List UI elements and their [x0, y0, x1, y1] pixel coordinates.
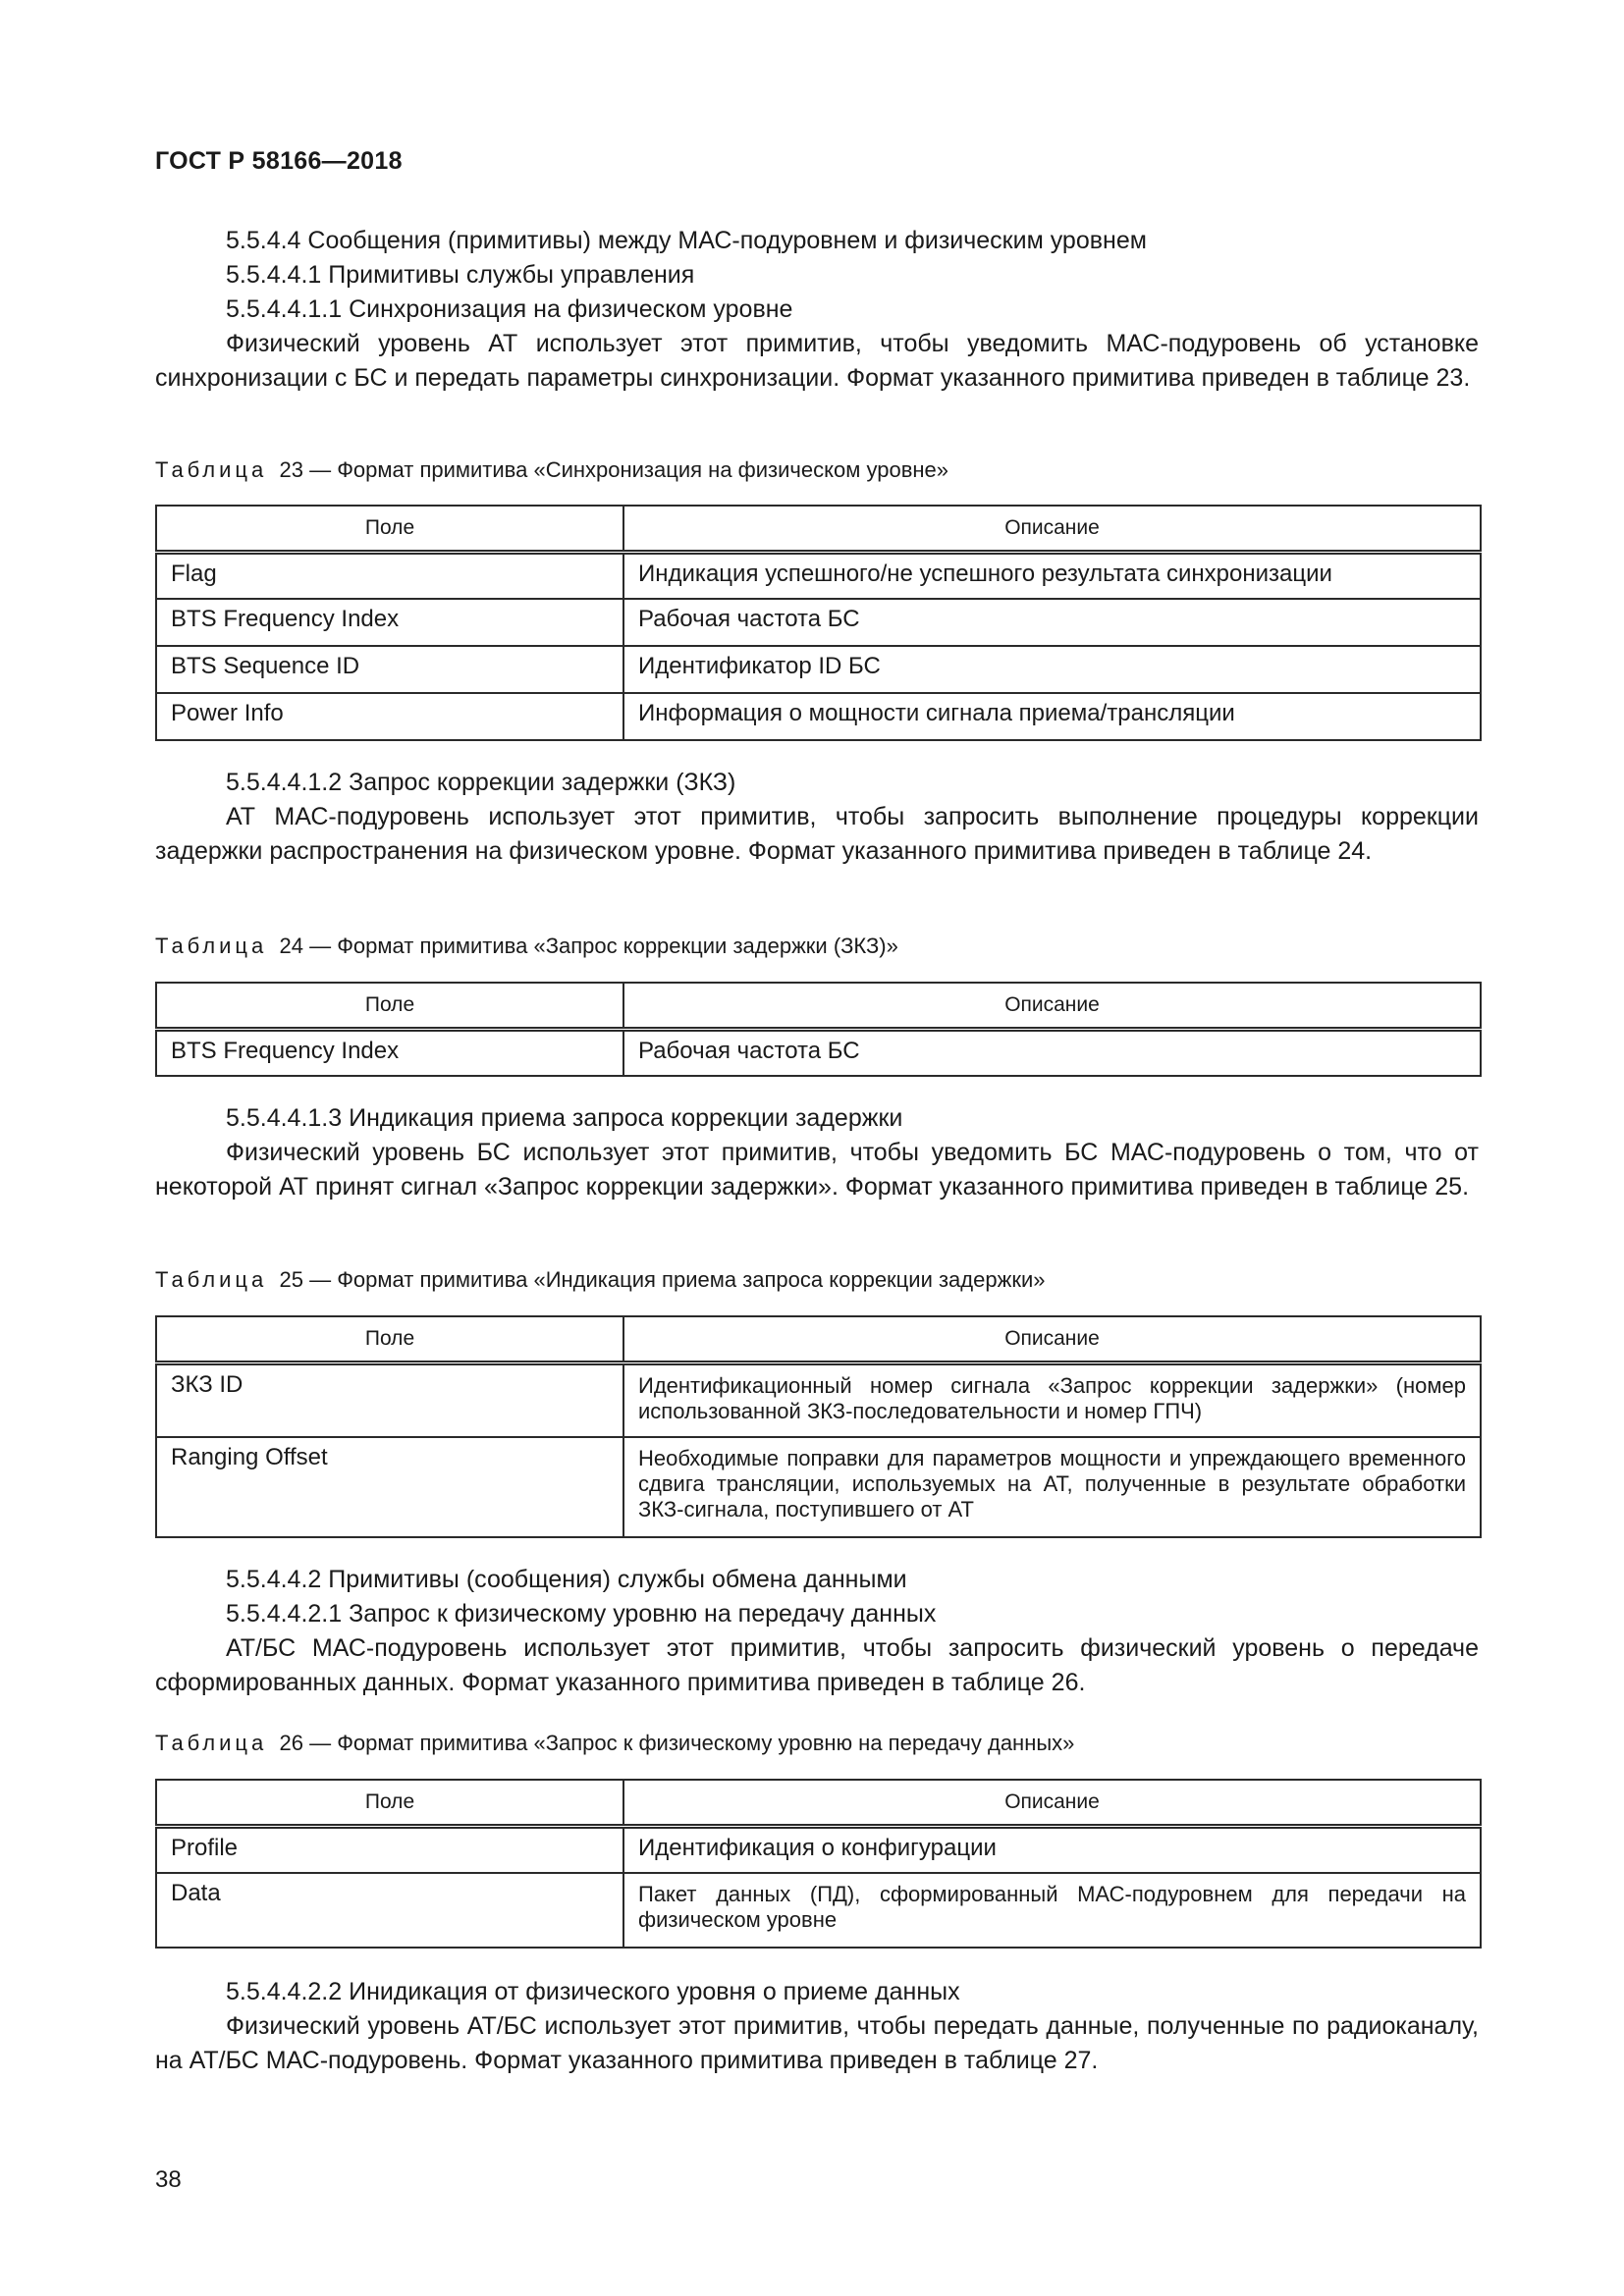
section-heading: 5.5.4.4.1 Примитивы службы управления: [226, 261, 695, 289]
field-cell: BTS Sequence ID: [156, 646, 623, 693]
column-header: Поле: [156, 1316, 623, 1362]
table-24: [155, 982, 1482, 1077]
field-cell: Profile: [156, 1826, 623, 1873]
column-header: Поле: [156, 1780, 623, 1826]
section-block-1: [155, 224, 1479, 396]
description-cell: Индикация успешного/не успешного результата синхронизации: [623, 552, 1481, 599]
section-block-4: [155, 1563, 1479, 1700]
table-row: [156, 552, 1481, 599]
description-cell: Рабочая частота БС: [623, 1029, 1481, 1076]
caption-word: Таблица: [155, 1267, 268, 1292]
section-block-3: [155, 1101, 1479, 1204]
column-header: Поле: [156, 983, 623, 1029]
caption-text: 24 — Формат примитива «Запрос коррекции задержки (ЗКЗ)»: [279, 934, 898, 958]
paragraph: Физический уровень АТ/БС использует этот примитив, чтобы передать данные, полученные по радиоканалу, на АТ/БС МАС-подуровень. Формат указанного примитива приведен в таблице 27.: [155, 2012, 1479, 2074]
page-number: 38: [155, 2166, 182, 2193]
table-row: [156, 1029, 1481, 1076]
column-header: Описание: [623, 983, 1481, 1029]
field-cell: BTS Frequency Index: [156, 599, 623, 646]
section-block-2: [155, 766, 1479, 869]
table-23: [155, 505, 1482, 741]
document-code: ГОСТ Р 58166—2018: [155, 147, 403, 175]
field-cell: Data: [156, 1873, 623, 1948]
table-row: [156, 1873, 1481, 1948]
description-cell: Пакет данных (ПД), сформированный МАС-подуровнем для передачи на физическом уровне: [623, 1873, 1481, 1948]
caption-text: 23 — Формат примитива «Синхронизация на физическом уровне»: [279, 457, 949, 482]
field-cell: Flag: [156, 552, 623, 599]
caption-word: Таблица: [155, 1731, 268, 1755]
table-25: [155, 1315, 1482, 1538]
caption-word: Таблица: [155, 457, 268, 482]
field-cell: Power Info: [156, 693, 623, 740]
section-heading: 5.5.4.4.2.2 Инидикация от физического уровня о приеме данных: [226, 1978, 960, 2005]
caption-text: 25 — Формат примитива «Индикация приема запроса коррекции задержки»: [279, 1267, 1046, 1292]
column-header: Описание: [623, 1780, 1481, 1826]
column-header: Описание: [623, 1316, 1481, 1362]
table-24-caption: [155, 933, 898, 960]
table-row: [156, 1437, 1481, 1537]
table-row: [156, 1826, 1481, 1873]
field-cell: Ranging Offset: [156, 1437, 623, 1537]
section-heading: 5.5.4.4.2 Примитивы (сообщения) службы обмена данными: [226, 1566, 907, 1593]
column-header: Поле: [156, 506, 623, 552]
description-cell: Необходимые поправки для параметров мощности и упреждающего временного сдвига трансляции, используемых на АТ, полученные в результате обработки ЗКЗ-сигнала, поступившего от АТ: [623, 1437, 1481, 1537]
section-heading: 5.5.4.4.1.1 Синхронизация на физическом уровне: [226, 295, 793, 323]
table-26-caption: [155, 1730, 1074, 1757]
table-23-caption: [155, 456, 948, 484]
table-row: [156, 1362, 1481, 1437]
column-header: Описание: [623, 506, 1481, 552]
field-cell: BTS Frequency Index: [156, 1029, 623, 1076]
section-heading: 5.5.4.4.1.2 Запрос коррекции задержки (ЗКЗ): [226, 769, 736, 796]
paragraph: АТ МАС-подуровень использует этот примитив, чтобы запросить выполнение процедуры коррекции задержки распространения на физическом уровне. Формат указанного примитива приведен в таблице 24.: [155, 803, 1479, 865]
paragraph: Физический уровень АТ использует этот примитив, чтобы уведомить МАС-подуровень об установке синхронизации с БС и передать параметры синхронизации. Формат указанного примитива приведен в таблице 23.: [155, 330, 1479, 392]
section-heading: 5.5.4.4.2.1 Запрос к физическому уровню на передачу данных: [226, 1600, 937, 1628]
description-cell: Идентификация о конфигурации: [623, 1826, 1481, 1873]
description-cell: Рабочая частота БС: [623, 599, 1481, 646]
description-cell: Информация о мощности сигнала приема/трансляции: [623, 693, 1481, 740]
section-heading: 5.5.4.4.1.3 Индикация приема запроса коррекции задержки: [226, 1104, 903, 1132]
caption-text: 26 — Формат примитива «Запрос к физическому уровню на передачу данных»: [279, 1731, 1075, 1755]
section-block-5: [155, 1975, 1479, 2078]
paragraph: АТ/БС МАС-подуровень использует этот примитив, чтобы запросить физический уровень о передаче сформированных данных. Формат указанного примитива приведен в таблице 26.: [155, 1634, 1479, 1696]
description-cell: Идентификатор ID БС: [623, 646, 1481, 693]
description-cell: Идентификационный номер сигнала «Запрос коррекции задержки» (номер использованной ЗКЗ-последовательности и номер ГПЧ): [623, 1362, 1481, 1437]
table-row: [156, 693, 1481, 740]
table-row: [156, 646, 1481, 693]
table-row: [156, 599, 1481, 646]
field-cell: ЗКЗ ID: [156, 1362, 623, 1437]
table-25-caption: [155, 1266, 1045, 1294]
table-26: [155, 1779, 1482, 1949]
section-heading: 5.5.4.4 Сообщения (примитивы) между МАС-подуровнем и физическим уровнем: [226, 227, 1147, 254]
paragraph: Физический уровень БС использует этот примитив, чтобы уведомить БС МАС-подуровень о том, что от некоторой АТ принят сигнал «Запрос коррекции задержки». Формат указанного примитива приведен в таблице 25.: [155, 1139, 1479, 1201]
caption-word: Таблица: [155, 934, 268, 958]
